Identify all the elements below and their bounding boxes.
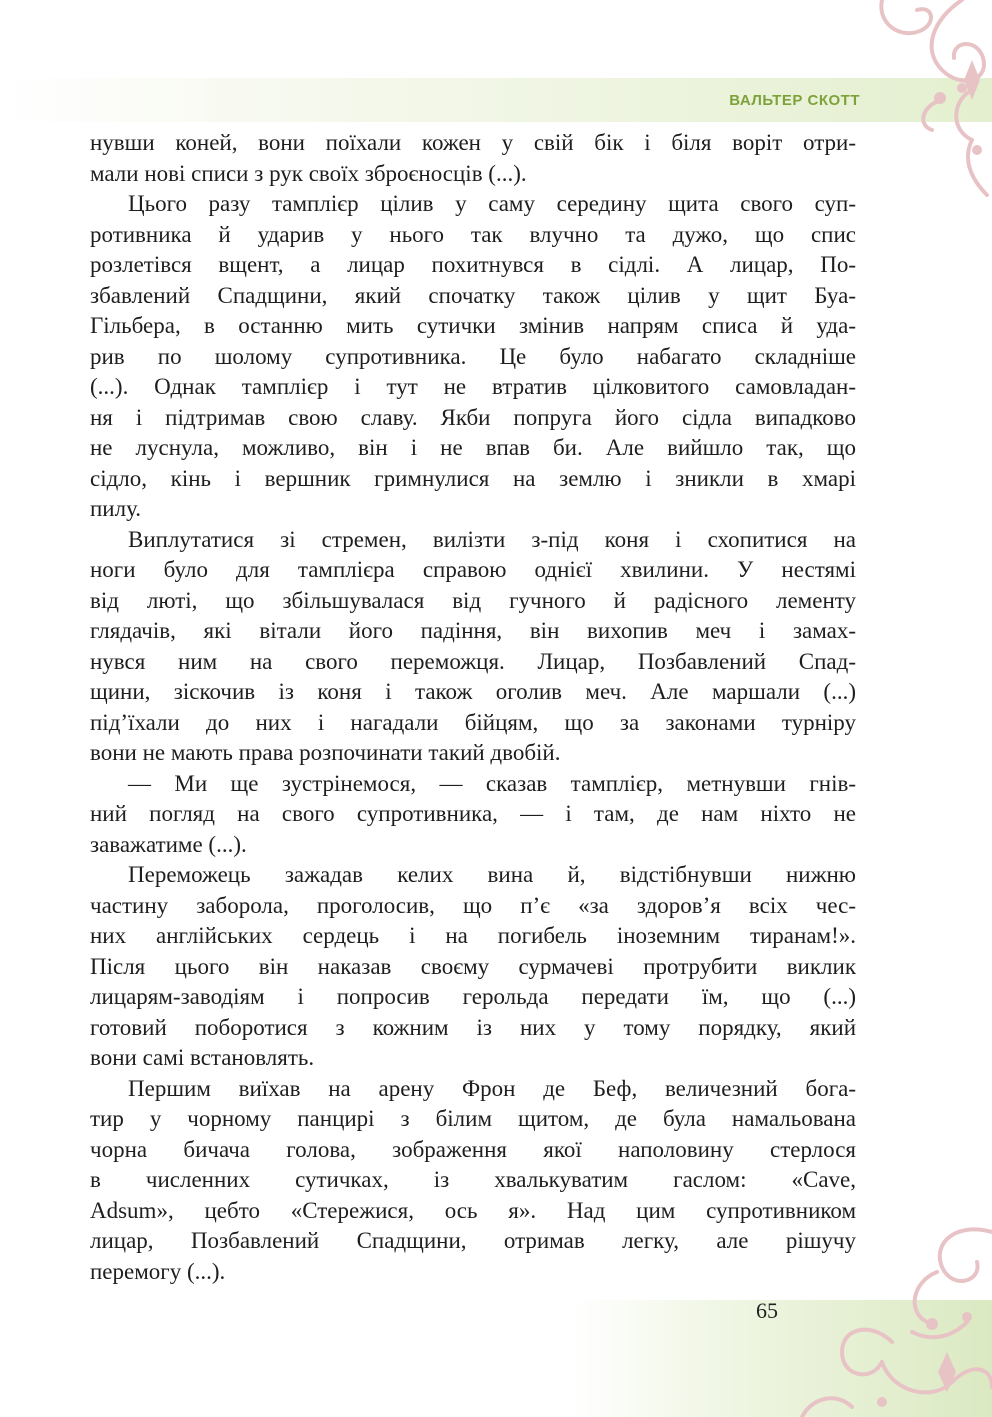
text-line: (...). Однак тамплієр і тут не втратив цілковитого самовладан- [90, 374, 856, 399]
text-line: ний погляд на свого супротивника, — і там, де нам ніхто не [90, 801, 856, 826]
text-line: вони не мають права розпочинати такий двобій. [90, 740, 561, 765]
text-line: розлетівся вщент, а лицар похитнувся в сідлі. А лицар, По- [90, 252, 856, 277]
text-line: сідло, кінь і вершник гримнулися на землю і зникли в хмарі [90, 465, 856, 491]
text-line: вони самі встановлять. [90, 1045, 315, 1070]
text-line: лицар, Позбавлений Спадщини, отримав легку, але рішучу [90, 1228, 856, 1253]
text-line: — Ми ще зустрінемося, — сказав тамплієр, метнувши гнів- [128, 770, 856, 796]
text-line: мали нові списи з рук своїх зброєносців (...). [90, 160, 527, 186]
text-line: нувся ним на свого переможця. Лицар, Позбавлений Спад- [90, 648, 856, 674]
text-line: Після цього він наказав своєму сурмачеві протрубити виклик [90, 953, 856, 979]
text-line: Першим виїхав на арену Фрон де Беф, величезний бога- [128, 1075, 856, 1101]
page-number: 65 [756, 1298, 778, 1323]
paragraph [90, 189, 856, 525]
article-text [90, 128, 856, 1287]
text-line: чорна бичача голова, зображення якої наполовину стерлося [90, 1136, 856, 1162]
text-line: Adsum», цебто «Стережися, ось я». Над цим супротивником [90, 1197, 856, 1223]
text-line: від люті, що збільшувалася від гучного й радісного лементу [90, 587, 856, 613]
paragraph [90, 769, 856, 861]
text-line: частину заборола, проголосив, що п’є «за здоров’я всіх чес- [90, 892, 856, 918]
text-line: глядачів, які вітали його падіння, він вихопив меч і замах- [90, 618, 856, 643]
text-line: пилу. [90, 496, 142, 521]
text-line: ротивника й ударив у нього так влучно та дужо, що спис [90, 221, 856, 247]
text-line: рив по шолому супротивника. Це було набагато складніше [90, 343, 856, 369]
paragraph [90, 860, 856, 1074]
text-line: збавлений Спадщини, який спочатку також цілив у щит Буа- [90, 282, 856, 308]
text-line: готовий поборотися з кожним із них у тому порядку, який [90, 1014, 856, 1040]
text-line: щини, зіскочив із коня і також оголив меч. Але маршали (...) [90, 679, 856, 704]
text-line: Виплутатися зі стремен, вилізти з-під коня і схопитися на [128, 526, 856, 552]
text-line: перемогу (...). [90, 1258, 226, 1284]
floral-ornament-icon [742, 1212, 992, 1417]
text-line: нувши коней, вони поїхали кожен у свій бік і біля воріт отри- [90, 130, 856, 155]
text-line: Цього разу тамплієр цілив у саму середину щита свого суп- [128, 191, 856, 216]
text-line: лицарям-заводіям і попросив герольда передати їм, що (...) [90, 984, 856, 1009]
text-line: в численних сутичках, із хвалькуватим гаслом: «Cave, [90, 1167, 856, 1192]
paragraph [90, 525, 856, 769]
running-header-title: ВАЛЬТЕР СКОТТ [729, 92, 860, 109]
text-line: заважатиме (...). [90, 831, 247, 857]
text-line: них англійських сердець і на погибель іноземним тиранам!». [90, 923, 856, 948]
text-line: під’їхали до них і нагадали бійцям, що за законами турніру [90, 709, 856, 735]
text-line: Гільбера, в останню мить сутички змінив напрям списа й уда- [90, 313, 856, 338]
text-line: Переможець зажадав келих вина й, відстібнувши нижню [128, 862, 856, 887]
paragraph [90, 128, 856, 189]
text-line: ня і підтримав свою славу. Якби попруга його сідла випадково [90, 404, 856, 430]
text-line: не луснула, можливо, він і не впав би. Але вийшло так, що [90, 435, 856, 460]
text-line: тир у чорному панцирі з білим щитом, де була намальована [90, 1106, 856, 1131]
text-line: ноги було для тамплієра справою однієї хвилини. У нестямі [90, 557, 856, 582]
